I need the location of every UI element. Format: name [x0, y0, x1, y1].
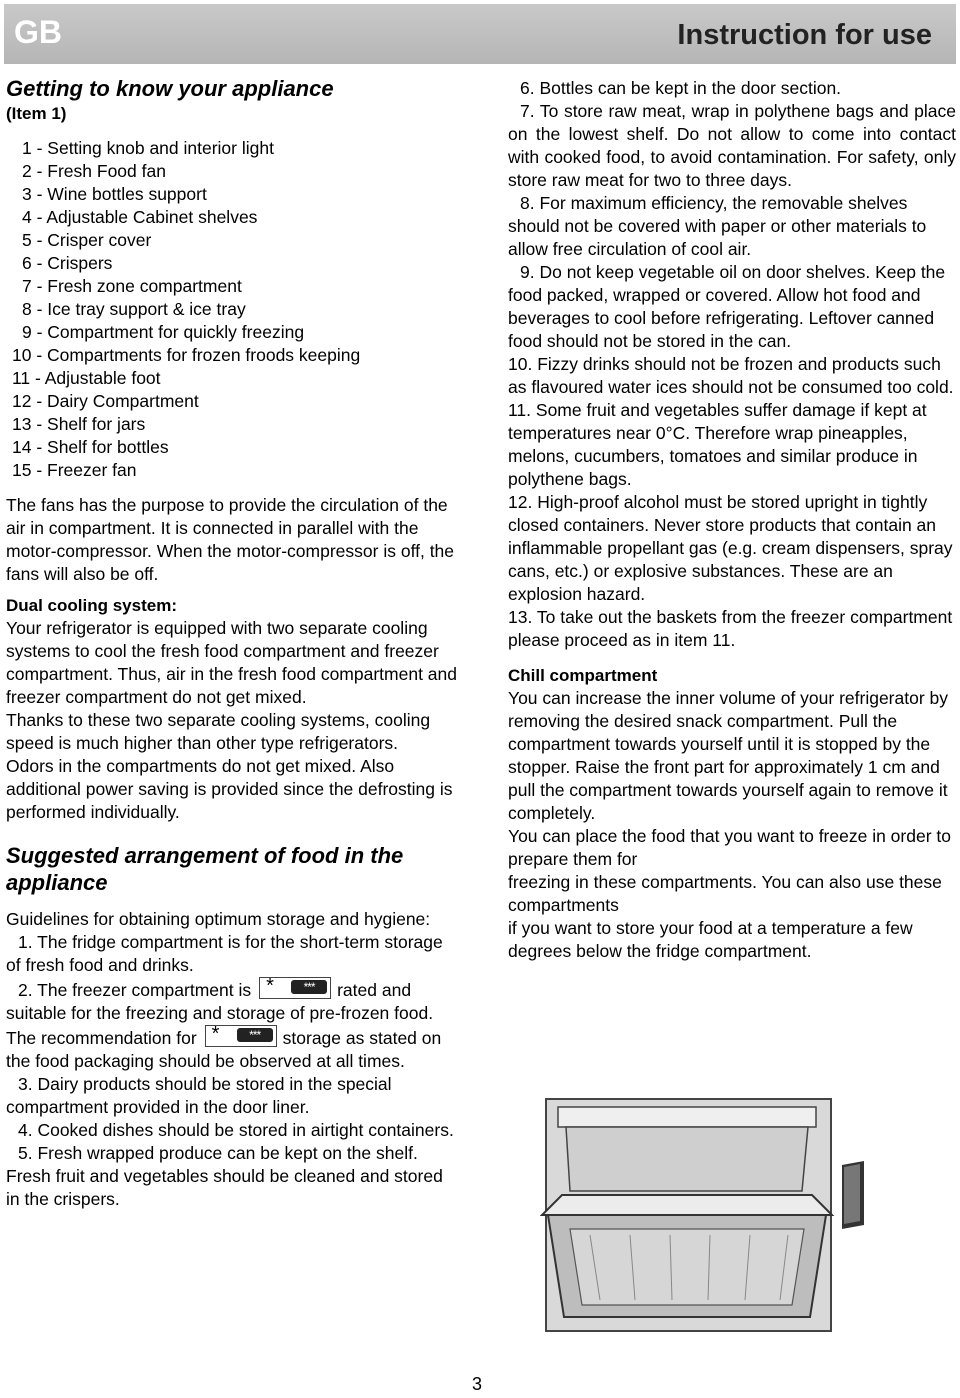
chill-paragraph-3: freezing in these compartments. You can also use these compartments [508, 872, 942, 915]
list-item: 7 - Fresh zone compartment [22, 276, 242, 296]
guideline-6-text: 6. Bottles can be kept in the door section. [520, 78, 842, 98]
page-number: 3 [472, 1374, 483, 1394]
guideline-10: 10. Fizzy drinks should not be frozen and products such as flavoured water ices should not be consumed too cold. [508, 354, 954, 397]
guideline-3-text: 3. Dairy products should be stored in the special compartment provided in the door liner. [6, 1074, 392, 1117]
chill-compartment-illustration [540, 1095, 960, 1335]
chill-paragraph-2: You can place the food that you want to freeze in order to prepare them for [508, 826, 951, 869]
guideline-2-part-d: storage as stated on the food packaging should be observed at all times. [6, 1028, 442, 1071]
list-item: 15 - Freezer fan [12, 460, 137, 480]
guideline-2-part-c: The recommendation for [6, 1028, 197, 1048]
list-item: 8 - Ice tray support & ice tray [22, 299, 246, 319]
left-column [6, 75, 461, 1211]
language-code: GB [14, 14, 62, 50]
guideline-2-part-a: 2. The freezer compartment is [18, 980, 252, 1000]
guideline-1-text: 1. The fridge compartment is for the short-term storage of fresh food and drinks. [6, 932, 443, 975]
single-star-icon: * [266, 975, 274, 997]
guideline-9 [508, 261, 956, 353]
guideline-2 [6, 977, 461, 1025]
parts-list [6, 137, 461, 482]
list-item: 3 - Wine bottles support [22, 184, 207, 204]
guideline-7 [508, 100, 956, 192]
header-bar [4, 4, 956, 64]
dual-cooling-paragraph-1: Your refrigerator is equipped with two separate cooling systems to cool the fresh food compartment and freezer compartment. Thus, air in the fresh food compartment and freezer compartment do not get mixed. [6, 618, 458, 707]
freezer-star-rating-icon [205, 1025, 277, 1047]
header-title: Instruction for use [677, 19, 932, 51]
right-column [508, 77, 956, 963]
guideline-5-text: 5. Fresh wrapped produce can be kept on the shelf. Fresh fruit and vegetables should be cleaned and stored in the crispers. [6, 1143, 443, 1209]
guideline-4 [6, 1119, 461, 1142]
guideline-12: 12. High-proof alcohol must be stored upright in tightly closed containers. Never store products that contain an inflammable propellant gas (e.g. cream dispensers, spray cans, etc.) or explosive substances. These are an explosion hazard. [508, 492, 953, 604]
freezer-star-rating-icon [259, 977, 331, 999]
guideline-3 [6, 1073, 461, 1119]
section-title-suggested-arrangement: Suggested arrangement of food in the appliance [6, 843, 404, 895]
list-item: 10 - Compartments for frozen froods keeping [12, 345, 361, 365]
guideline-11: 11. Some fruit and vegetables suffer damage if kept at temperatures near 0°C. Therefore wrap pineapples, melons, cucumbers, tomatoes and similar produce in polythene bags. [508, 400, 927, 489]
fans-paragraph: The fans has the purpose to provide the circulation of the air in compartment. It is connected in parallel with the motor-compressor. When the motor-compressor is off, the fans will also be off. [6, 495, 455, 584]
list-item: 1 - Setting knob and interior light [22, 138, 274, 158]
guideline-9-text: 9. Do not keep vegetable oil on door shelves. Keep the food packed, wrapped or covered. Allow hot food and beverages to cool before refrigerating. Leftover canned food should not be stored in the can. [508, 262, 946, 351]
guideline-8-text: 8. For maximum efficiency, the removable shelves should not be covered with paper or other materials to allow free circulation of cool air. [508, 193, 927, 259]
triple-star-icon: *** [237, 1028, 273, 1042]
guideline-5 [6, 1142, 461, 1211]
guideline-13: 13. To take out the baskets from the freezer compartment please proceed as in item 11. [508, 607, 953, 650]
list-item: 13 - Shelf for jars [12, 414, 146, 434]
list-item: 4 - Adjustable Cabinet shelves [22, 207, 258, 227]
guidelines-intro: Guidelines for obtaining optimum storage and hygiene: [6, 909, 431, 929]
dual-cooling-paragraph-2: Thanks to these two separate cooling systems, cooling speed is much higher than other type refrigerators. [6, 710, 431, 753]
chill-compartment-title: Chill compartment [508, 666, 658, 685]
list-item: 14 - Shelf for bottles [12, 437, 169, 457]
list-item: 5 - Crisper cover [22, 230, 152, 250]
section-title-getting-to-know: Getting to know your appliance [6, 76, 334, 101]
item-reference: (Item 1) [6, 104, 67, 123]
dual-cooling-title: Dual cooling system: [6, 596, 177, 615]
guideline-8 [508, 192, 956, 261]
guideline-4-text: 4. Cooked dishes should be stored in airtight containers. [18, 1120, 454, 1140]
chill-paragraph-1: You can increase the inner volume of your refrigerator by removing the desired snack compartment. Pull the compartment towards yourself until it is stopped by the stopper. Raise the front part for approximately 1 cm and pull the compartment towards yourself again to remove it completely. [508, 688, 949, 823]
triple-star-icon: *** [291, 980, 327, 994]
guideline-6 [508, 77, 956, 100]
list-item: 12 - Dairy Compartment [12, 391, 199, 411]
guideline-2-continued [6, 1025, 461, 1073]
dual-cooling-paragraph-3: Odors in the compartments do not get mixed. Also additional power saving is provided since the defrosting is performed individually. [6, 756, 453, 822]
list-item: 9 - Compartment for quickly freezing [22, 322, 305, 342]
list-item: 6 - Crispers [22, 253, 113, 273]
guideline-1 [6, 931, 461, 977]
guideline-2-part-b: rated and suitable for the freezing and storage of pre-frozen food. [6, 980, 434, 1023]
chill-paragraph-4: if you want to store your food at a temperature a few degrees below the fridge compartment. [508, 918, 913, 961]
guideline-7-text: 7. To store raw meat, wrap in polythene bags and place on the lowest shelf. Do not allow to come into contact with cooked food, to avoid contamination. For safety, only store raw meat for two to three days. [508, 101, 956, 190]
single-star-icon: * [211, 1023, 220, 1045]
list-item: 2 - Fresh Food fan [22, 161, 166, 181]
list-item: 11 - Adjustable foot [12, 368, 161, 388]
